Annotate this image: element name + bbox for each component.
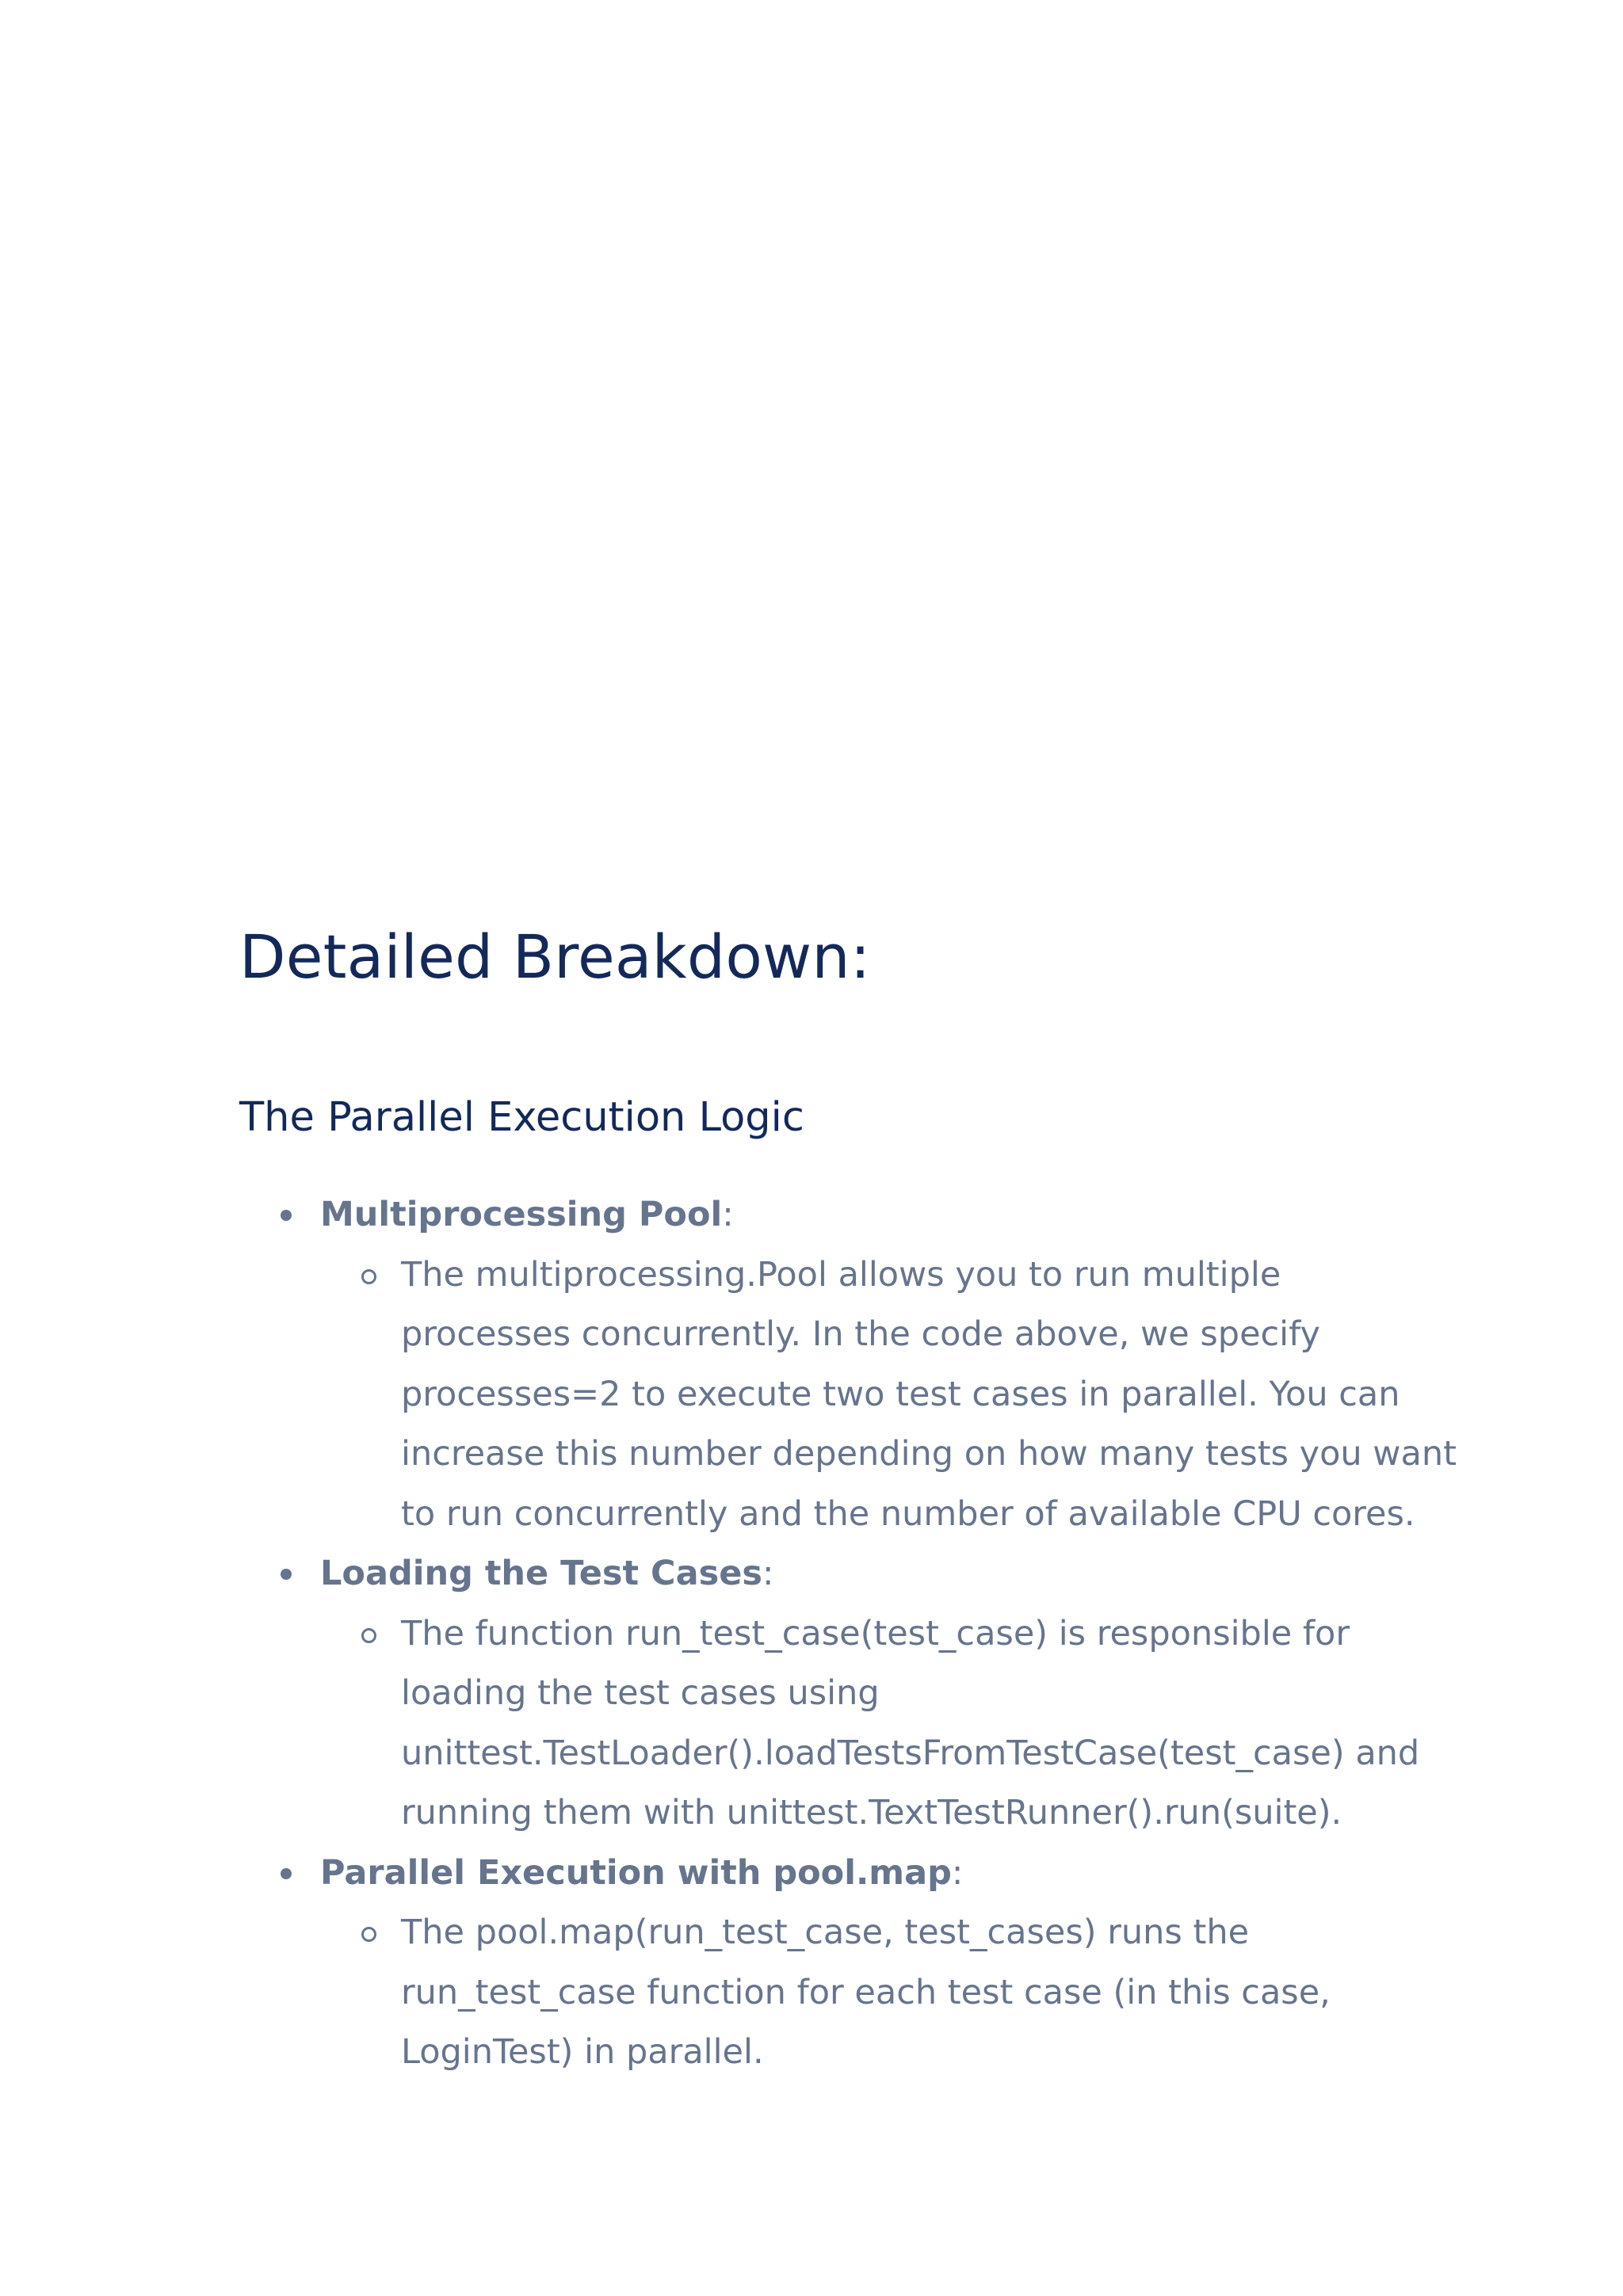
- sub-list-item: [401, 1604, 1460, 1844]
- hollow-bullet-icon: [361, 1269, 376, 1284]
- list-item-title: Loading the Test Cases: [320, 1554, 762, 1593]
- list-item-colon: :: [951, 1852, 964, 1893]
- sub-list: [320, 1604, 1460, 1844]
- list-item-title: Parallel Execution with pool.map: [320, 1852, 952, 1893]
- list-item-title: Multiprocessing Pool: [320, 1195, 723, 1234]
- bullet-icon: [281, 1210, 292, 1221]
- sub-list: [320, 1903, 1460, 2083]
- bullet-icon: [281, 1569, 292, 1580]
- sub-list-item: [401, 1245, 1460, 1545]
- bullet-icon: [281, 1868, 292, 1879]
- hollow-bullet-icon: [361, 1628, 376, 1643]
- list-item-parallel-execution: [320, 1844, 1460, 2083]
- list-item-colon: :: [722, 1195, 734, 1234]
- page-title: Detailed Breakdown:: [239, 921, 871, 992]
- sub-list: [320, 1245, 1460, 1545]
- section-title: The Parallel Execution Logic: [239, 1094, 804, 1141]
- list-item-loading-test-cases: [320, 1544, 1460, 1844]
- breakdown-list: [239, 1185, 1460, 2083]
- sub-list-item: [401, 1903, 1460, 2083]
- hollow-bullet-icon: [361, 1927, 376, 1942]
- content-section: [239, 911, 1460, 2083]
- list-item-colon: :: [762, 1554, 774, 1593]
- list-item-multiprocessing-pool: [320, 1185, 1460, 1544]
- sub-list-item-text: The multiprocessing.Pool allows you to run multiple processes concurrently. In the code above, we specify processes=2 to execute two test cases in parallel. You can increase this number depending on how many tests you want to run concurrently and the number of available CPU cores.: [401, 1254, 1457, 1534]
- sub-list-item-text: The pool.map(run_test_case, test_cases) runs the run_test_case function for each test case (in this case, LoginTest) in parallel.: [401, 1913, 1331, 2072]
- sub-list-item-text: The function run_test_case(test_case) is responsible for loading the test cases using unittest.TestLoader().loadTestsFromTestCase(test_case) and running them with unittest.TextTestRunner().run(suite).: [401, 1613, 1420, 1833]
